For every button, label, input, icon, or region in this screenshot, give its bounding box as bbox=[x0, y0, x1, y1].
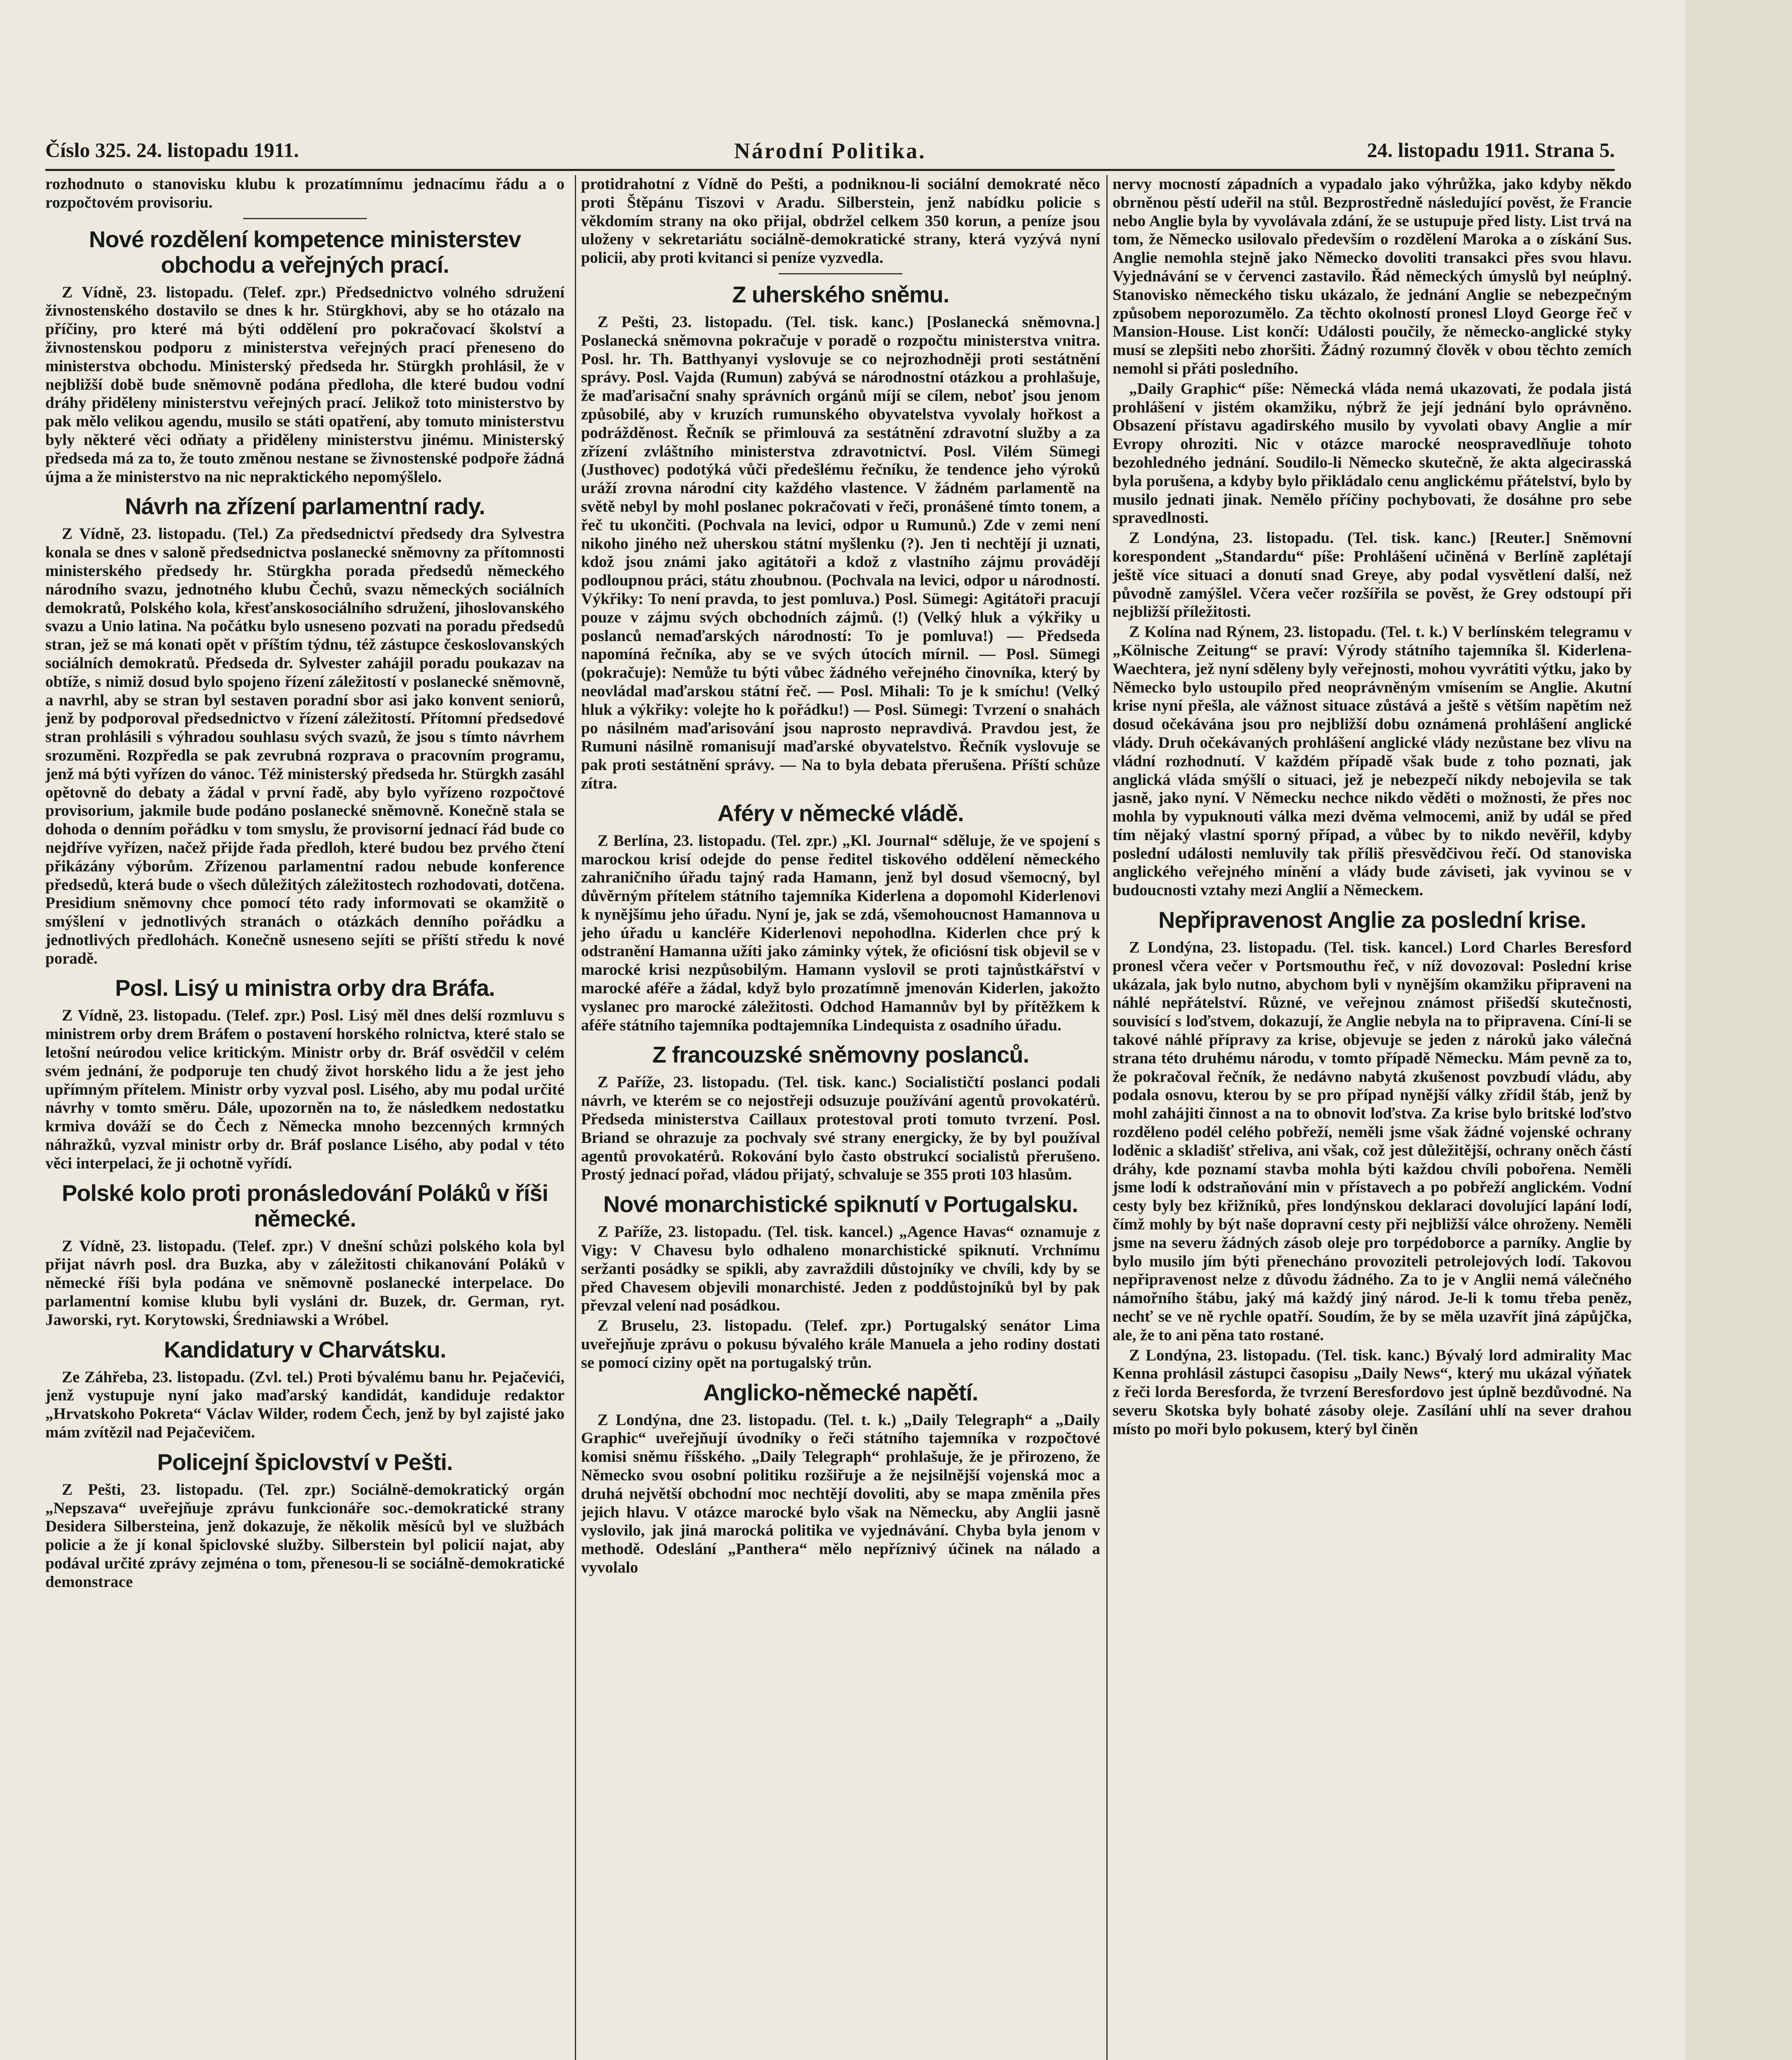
article-text: Z Vídně, 23. listopadu. (Telef. zpr.) Předsednictvo volného sdružení živnostenského dostavilo se dnes k hr. Stürgkhovi, aby se ho otázalo na příčiny, pro které má býti oddělení pro pokračovací školství a živnostenskou podporu z ministerstva veřejných prací přeneseno do ministerstva obchodu. Ministerský předseda hr. Stürgkh prohlásil, že v nejbližší době bude sněmovně podána předloha, dle které budou vodní dráhy přiděleny ministerstvu veřejných prací. Jelikož toto ministerstvo by pak mělo velikou agendu, musilo se státi opatření, aby tomuto ministerstvu byly některé věci odňaty a přiděleny ministerstvu jinému. Ministerský předseda má za to, že touto změnou nestane se živnostenské podpoře žádná újma a že ministerstvo na nic nepraktického nepomýšlelo. bbox=[45, 283, 565, 486]
date-page-info: 24. listopadu 1911. Strana 5. bbox=[1367, 138, 1615, 162]
article-text: Z Paříže, 23. listopadu. (Tel. tisk. kancel.) „Agence Havas“ oznamuje z Vigy: V Chavesu bylo odhaleno monarchistické spiknutí. Vrchnímu seržanti posádky se spikli, aby zavraždili důstojníky ve chvíli, kdy by se před Chavesem objevili monarchisté. Jeden z poddůstojníků byl by pak převzal velení nad posádkou. bbox=[581, 1223, 1100, 1315]
article-headline: Aféry v německé vládě. bbox=[717, 800, 964, 826]
article-headline: Kandidatury v Charvátsku. bbox=[164, 1336, 446, 1362]
article-text: Z Londýna, 23. listopadu. (Tel. tisk. kanc.) Bývalý lord admirality Mac Kenna prohlásil zástupci časopisu „Daily News“, který mu ukázal výňatek z řeči lorda Beresforda, že tvrzení Beresfordovo jest úplně bezdůvodné. Na severu Skotska byly bohaté zásoby oleje. Zasílání uhlí na sever drahou místo po moři bylo pokusem, který byl činěn bbox=[1113, 1346, 1632, 1438]
article-text: Z Pešti, 23. listopadu. (Tel. tisk. kanc.) [Poslanecká sněmovna.] Poslanecká sněmovna pokračuje v poradě o rozpočtu ministerstva vnitra. Posl. hr. Th. Batthyanyi vyslovuje se co nejrozhodněji proti sestátnění správy. Posl. Vajda (Rumun) zabývá se národnostní otázkou a prohlašuje, že maďarisační snahy správních orgánů míjí se cílem, neboť jsou jenom způsobilé, aby v kruzích rumunského obyvatelstva vyvolaly hořkost a podrážděnost. Řečník se přimlouvá za sestátnění zdravotní služby a za zřízení zvláštního ministerstva zdravotnictví. Posl. Vilém Sümegi (Justhovec) podotýká vůči předešlému řečníku, že tendence jeho výroků uráží zrovna národní city každého vlastence. V žádném parlamentě na světě nebyl by mohl poslanec pokračovati v řeči, pronášené tímto tonem, a řeč tu ukončiti. (Pochvala na levici, odpor u Rumunů.) Zde v zemi není nikoho jiného než uherskou státní myšlenku (?). Jen ti nechtějí ji uznati, kdož jsou známi jako agitátoři a kdož z vlastního zájmu provádějí podloupnou práci, státu zhoubnou. (Pochvala na levici, odpor u národností. Výkřiky: To není pravda, to jest pomluva.) Posl. Sümegi: Agitátoři pracují pouze v zájmu svých obchodních zájmů. (!) (Velký hluk a výkřiky u poslanců nemaďarských národností: To je pomluva!) — Předseda napomíná řečníka, aby se ve svých útocích mírnil. — Posl. Sümegi (pokračuje): Nemůže tu býti vůbec žádného veřejného činovníka, který by neovládal maďarskou státní řeč. — Posl. Mihali: To je k smíchu! (Velký hluk a výkřiky: volejte ho k pořádku!) — Posl. Sümegi: Tvrzení o snahách po násilném maďarisování jsou naprosto nepravdivá. Pravdou jest, že Rumuni násilně romanisují maďarské obyvatelstvo. Řečník vyslovuje se pak proti sestátnění správy. — Na to byla debata přerušena. Příští schůze zítra. bbox=[581, 313, 1100, 792]
article-text: Z Paříže, 23. listopadu. (Tel. tisk. kanc.) Socialističtí poslanci podali návrh, ve kterém se co nejostřeji odsuzuje používání agentů provokatérů. Předseda ministerstva Caillaux protestoval proti tomuto tvrzení. Posl. Briand se ohrazuje za pochvaly své strany energicky, že by byl používal agentů provokatérů. Rokování bylo často obstrukcí socialistů přerušeno. Prostý jednací pořad, vládou přijatý, schvaluje se 355 proti 103 hlasům. bbox=[581, 1073, 1100, 1184]
article-text: Z Londýna, 23. listopadu. (Tel. tisk. kanc.) [Reuter.] Sněmovní korespondent „Standardu“ píše: Prohlášení učiněná v Berlíně zaplétají ještě více situaci a donutí snad Greye, aby podal vysvětlení další, než původně zamýšlel. Včera večer rozšířila se pověst, že Grey odstoupí při nejbližší příležitosti. bbox=[1113, 529, 1632, 621]
column-2 bbox=[581, 175, 1100, 2060]
column-1 bbox=[45, 175, 565, 2060]
header-rule bbox=[45, 169, 1615, 171]
article-text: Z Londýna, 23. listopadu. (Tel. tisk. kancel.) Lord Charles Beresford pronesl včera večer v Portsmouthu řeč, v níž dovozoval: Poslední krise ukázala, jak bylo nutno, abychom byli v nynějším okamžiku připraveni na náhlé nepřátelství. Různé, ve veřejnou známost přišedší skutečnosti, souvisící s loďstvem, dokazují, že Anglie nebyla na to připravena. Cíní-li se takové náhlé přípravy za krise, objevuje se jeden z nároků jako válečná strana této druhému národu, v tomto případě Německu. Mám pevně za to, že pokračoval řečník, že nedávno nabytá zkušenost povzbudí vládu, aby podala osnovu, kterou by se pro případ nynější války zřídil štáb, jenž by mohl zahájiti činnost a na to obnovit loďstva. Za krise bylo britské loďstvo rozděleno podél celého pobřeží, neměli jsme však žádné vojenské ochrany loděnic a skladišť střeliva, ani však, což jest důležitější, ochrany oněch částí dráhy, kde poznamí stavba mohla býti každou chvíli pobořena. Neměli jsme lodí k odstraňování min v přístavech a po pobřeží anglickém. Vodní cesty byly bez křižníků, přes londýnskou deklaraci dovolující lapání lodí, čímž mohly by být naše dopravní cesty při nejbližší válce ohroženy. Neměli jsme na severu žádných zásob oleje pro torpédoborce a parníky. Anglie by bylo musilo jím býti přenecháno provoziteli petrolejových lodí. Takovou nepřipravenost nelze z důvodu žádného. Za to je v Anglii nemá válečného námořního štábu, jaký má každý jiný národ. Je-li k tomu třeba peněz, nechť se ve ně rychle opatří. Soudím, že by se měla uzavřít jiná zápůjčka, ale, že to ani pěna tato rostané. bbox=[1113, 939, 1632, 1344]
article-text: Z Vídně, 23. listopadu. (Telef. zpr.) Posl. Lisý měl dnes delší rozmluvu s ministrem orby drem Bráfem o postavení horského rolnictva, které stalo se letošní neúrodou velice kritickým. Ministr orby dr. Bráf osvědčil v celém svém jednání, že podporuje ten chudý život horského lidu a že jest jeho upřímným přítelem. Ministr orby vyzval posl. Lisého, aby mu podal určité návrhy v tomto směru. Dále, upozorněn na to, že následkem nedostatku krmiva dováží se do Čech z Německa mnoho bezcenných krmných náhražků, vyzval ministr orby dr. Bráf poslance Lisého, aby podal v této věci interpelaci, že ji ochotně vyřídí. bbox=[45, 1007, 565, 1172]
issue-info: Číslo 325. 24. listopadu 1911. bbox=[45, 138, 299, 162]
article-headline: Nové monarchistické spiknutí v Portugalsku. bbox=[603, 1191, 1078, 1217]
article-text: nervy mocností západních a vypadalo jako výhrůžka, jako kdyby někdo obrněnou pěstí udeřil na stůl. Bezprostředně následující pověst, že Francie nebo Anglie byla by vyvolávala zdání, že se ustupuje před listy. List trvá na tom, že Německo usilovalo především o rozdělení Maroka a o získání Sus. Anglie nemohla stejně jako Německo dovoliti transakci přes svou hlavu. Vyjednávání se v červenci zastavilo. Řád německých úmyslů byl neúplný. Stanovisko německého tisku ukázalo, že jednání Anglie se nebezpečným způsobem neporozumělo. Za těchto okolností pronesl Lloyd George řeč v Mansion-House. List končí: Události poučily, že německo-anglické styky musí se zlepšiti nebo zhoršiti. Žádný rozumný člověk v obou těchto zemích nemohl si přáti posledního. bbox=[1113, 175, 1632, 377]
article-text: „Daily Graphic“ píše: Německá vláda nemá ukazovati, že podala jistá prohlášení v jistém okamžiku, nýbrž že její jednání bylo oprávněno. Obsazení přístavu agadirského musilo by vyvolati obavy Anglie a mír Evropy ohroziti. Nic v otázce marocké neospravedlňuje tohoto bezohledného jednání. Soudilo-li Německo skutečně, že akta algecirasská byla porušena, a kdyby bylo přikládalo cenu anglickému přátelství, bylo by musilo jednati jinak. Nemělo příčiny pochybovati, že dosáhne pro sebe spravedlnosti. bbox=[1113, 379, 1632, 527]
article-text: Z Vídně, 23. listopadu. (Tel.) Za předsednictví předsedy dra Sylvestra konala se dnes v saloně předsednictva poslanecké sněmovny za přítomnosti ministerského předsedy hr. Stürgkha porada předsedů německého národního svazu, jednotného klubu Čechů, svazu německých sociálních demokratů, Polského kola, křesťanskosociálního sdružení, jihoslovanského svazu a Unio latina. Na počátku bylo usneseno pozvati na poradu předsedů stran, jež se má konati opět v příštím týdnu, též zástupce českoslovanských sociálních demokratů. Předseda dr. Sylvester zahájil poradu poukazav na obtíže, s nimiž dosud bylo spojeno řízení záležitostí v poslanecké sněmovně, a navrhl, aby se stran byl sestaven poradní sbor asi jako konvent seniorů, jenž by podporoval předsednictvo v řízení záležitostí. Přítomní předsedové stran prohlásili s výhradou souhlasu svých svazů, že jsou s tímto návrhem srozuměni. Rozpředla se pak zevrubná rozprava o pracovním programu, jenž má býti vyřízen do vánoc. Též ministerský předseda hr. Stürgkh zasáhl opětovně do debaty a žádal v první řadě, aby bylo vyřízeno rozpočtové provisorium, jakmile bude podáno poslanecké sněmovně. Konečně stala se dohoda o denním pořádku v tom smyslu, že provisorní jednací řád bude co nejdříve vyřízen, načež přijde řada předloh, které budou bez prvého čtení přikázány výborům. Zřízenou parlamentní radou nebude konference předsedů, která bude o všech důležitých záležitostech rozhodovati, dotčena. Presidium sněmovny chce pomocí této rady informovati se okamžitě o smýšlení v jednotlivých stranách o otázkách denního pořádku a jednotlivých předlohách. Konečně usneseno sejíti se příští středu k nové poradě. bbox=[45, 525, 565, 967]
article-text: Z Londýna, dne 23. listopadu. (Tel. t. k.) „Daily Telegraph“ a „Daily Graphic“ uveřejňují úvodníky o řeči státního tajemníka v rozpočtové komisi sněmu říšského. „Daily Telegraph“ prohlašuje, že je přirozeno, že Německo svou osobní politiku rozšiřuje a že nejsilnější vojenská moc a druhá největší obchodní moc nechtějí dovoliti, aby se mapa změnila přes jejich hlavu. V otázce marocké bylo však na Německu, aby Anglii jasně vyslovilo, jak jiná marocká politika ve vyjednávání. Chyba byla jenom v methodě. Odeslání „Panthera“ mělo nepříznivý účinek na nálado a vyvolalo bbox=[581, 1411, 1100, 1576]
article-headline: Posl. Lisý u ministra orby dra Bráfa. bbox=[115, 975, 495, 1001]
article-headline: Nové rozdělení kompetence ministerstev obchodu a veřejných prací. bbox=[89, 226, 521, 278]
column-3 bbox=[1113, 175, 1632, 2060]
masthead: Národní Politika. bbox=[734, 138, 926, 163]
article-headline: Polské kolo proti pronásledování Poláků v říši německé. bbox=[61, 1180, 548, 1231]
page-header bbox=[45, 138, 1615, 167]
article-text: Z Bruselu, 23. listopadu. (Telef. zpr.) Portugalský senátor Lima uveřejňuje zprávu o pokusu bývalého krále Manuela a jeho rodiny dostati se pomocí ciziny opět na portugalský trůn. bbox=[581, 1317, 1100, 1372]
article-headline: Z uherského sněmu. bbox=[732, 281, 949, 307]
article-headline: Nepřipravenost Anglie za poslední krise. bbox=[1158, 907, 1586, 933]
separator bbox=[243, 218, 367, 219]
article-headline: Z francouzské sněmovny poslanců. bbox=[652, 1042, 1029, 1068]
separator bbox=[779, 273, 902, 274]
article-text: Z Berlína, 23. listopadu. (Tel. zpr.) „Kl. Journal“ sděluje, že ve spojení s marockou krisí odejde do pense ředitel tiskového oddělení německého zahraničního úřadu tajný rada Hamann, jenž byl dosud všemocný, byl důvěrným přítelem státního tajemníka Kiderlena a dopomohl Kiderlenovi k nynějšímu jeho úřadu. Nyní je, jak se zdá, všemohoucnost Hamannova u jeho úřadu u kancléře Kiderlenovi nepohodlna. Kiderlen chce prý k odstranění Hamanna užíti jako záminky výtek, že oficiósní tisk objevil se v marocké krisi nezpůsobilým. Hamann vyslovil se proti tajnůstkářství v marocké aféře a žádal, když bylo prozatímně jmenován Kiderlen, jakožto vyslanec pro marocké záležitosti. Odchod Hamannův byl by přítěžkem k aféře státního tajemníka podtajemníka Lindequista z osadního úřadu. bbox=[581, 831, 1100, 1034]
article-headline: Policejní špiclovství v Pešti. bbox=[157, 1449, 453, 1475]
article-text: Ze Záhřeba, 23. listopadu. (Zvl. tel.) Proti bývalému banu hr. Pejačevići, jenž vystupuje nyní jako maďarský kandidát, kandiduje redaktor „Hrvatskoho Pokreta“ Václav Wilder, rodem Čech, jenž by byl zajisté jako mám zvítězil nad Pejačevičem. bbox=[45, 1368, 565, 1442]
article-text: Z Vídně, 23. listopadu. (Telef. zpr.) V dnešní schůzi polského kola byl přijat návrh posl. dra Buzka, aby v záležitosti chikanování Poláků v německé říši byla podána ve sněmovně poslanecké interpelace. Do parlamentní komise klubu byli vysláni dr. Buzek, dr. German, ryt. Jaworski, ryt. Korytowski, Średniawski a Wróbel. bbox=[45, 1237, 565, 1329]
article-headline: Návrh na zřízení parlamentní rady. bbox=[125, 493, 485, 520]
article-text: protidrahotní z Vídně do Pešti, a podniknou-li sociální demokraté něco proti Štěpánu Tiszovi v Aradu. Silberstein, jenž nabídku policie s věkdomím strany na oko přijal, obdržel celkem 350 korun, a peníze jsou uloženy v sekretariátu sociálně-demokratické strany, která vyzývá nyní policii, aby proti kvitanci si peníze vyzvedla. bbox=[581, 175, 1100, 267]
article-headline: Anglicko-německé napětí. bbox=[703, 1379, 978, 1405]
column-divider bbox=[1106, 175, 1108, 2060]
page-margin bbox=[1685, 0, 1792, 2060]
column-divider bbox=[575, 175, 576, 2060]
article-text: Z Pešti, 23. listopadu. (Tel. zpr.) Sociálně-demokratický orgán „Nepszava“ uveřejňuje zprávu funkcionáře soc.-demokratické strany Desidera Silbersteina, jenž dokazuje, že několik měsíců byl ve službách policie a že jí konal špiclovské služby. Silberstein byl policií najat, aby podával určité zprávy zejména o tom, přenesou-li se sociálně-demokratické demonstrace bbox=[45, 1480, 565, 1591]
article-text: Z Kolína nad Rýnem, 23. listopadu. (Tel. t. k.) V berlínském telegramu v „Kölnische Zeitung“ se praví: Výrody státního tajemníka šl. Kiderlena-Waechtera, jež nyní sděleny byly veřejnosti, mohou vyvrátiti výtku, jako by Německo bylo ustoupilo před neoprávněným vmísením se Anglie. Akutní krise nyní přešla, ale vážnost situace zůstává a ještě s větším napětím než dosud očekávána jsou pro nejbližší dobu oznámená prohlášení anglické vlády. Druh očekávaných prohlášení anglické vlády nezůstane bez vlivu na vládní rozhodnutí. V každém případě však bude z toho poznati, jak anglická vláda smýšlí o situaci, jež je nebezpečí nikdy nebojevila se tak jasně, jako nyní. V Německu nechce nikdo věděti o možnosti, že přes noc mohla by vypuknouti válka mezi dvěma velmocemi, aniž by udál se před tím nějaký vlastní sporný případ, a vůbec by to nikdo nevěřil, kdyby poslední události nemluvily tak příliš přesvědčivou řečí. Od stanoviska anglického veřejného mínění a vlády bude záviseti, jak vyvinou se v budoucnosti vztahy mezi Anglií a Německem. bbox=[1113, 623, 1632, 899]
article-text: rozhodnuto o stanovisku klubu k prozatímnímu jednacímu řádu a o rozpočtovém provisoriu. bbox=[45, 175, 565, 211]
